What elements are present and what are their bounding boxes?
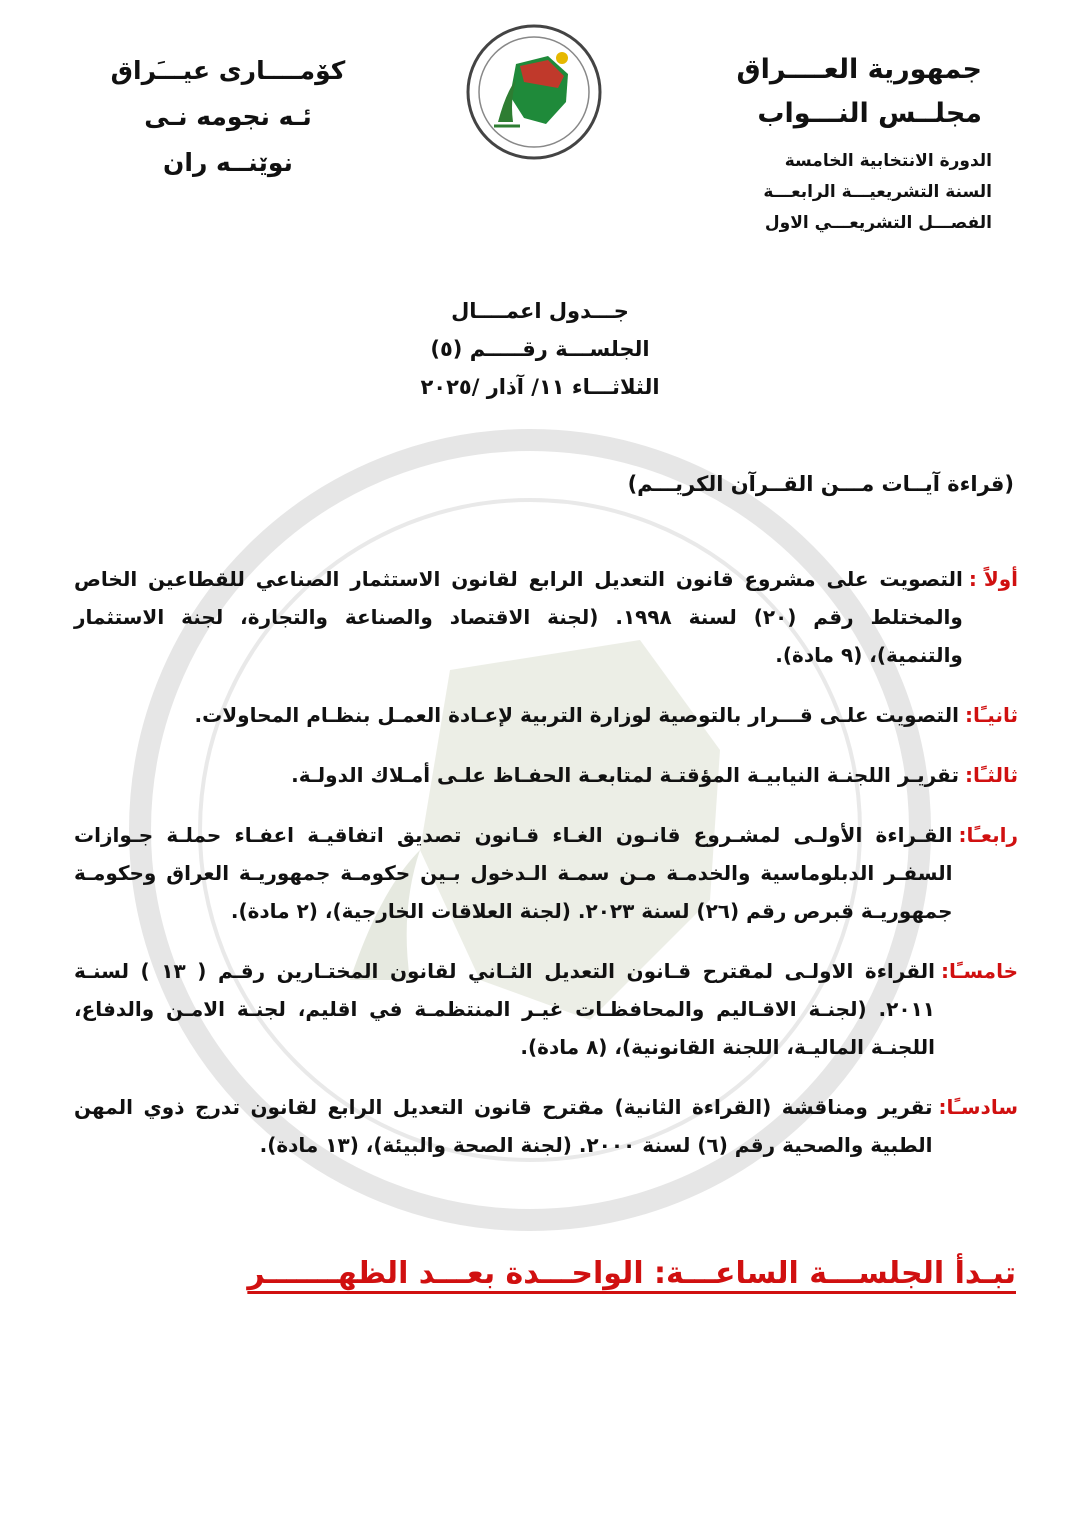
agenda-list xyxy=(74,560,1018,1186)
item-text: التصويت علـى قـــرار بالتوصية لوزارة التربية لإعـادة العمـل بنظـام المحاولات. xyxy=(194,703,959,727)
agenda-item xyxy=(74,756,1018,794)
agenda-item xyxy=(74,1088,1018,1164)
session-start-time: تبـدأ الجلســـة الساعـــة: الواحـــدة بعـــد الظهـــــــر xyxy=(247,1256,1016,1291)
session-info xyxy=(732,146,992,239)
agenda-item xyxy=(74,696,1018,734)
agenda-title: جـــدول اعمــــال xyxy=(451,299,629,323)
legislative-term: الفصـــل التشريعـــي الاول xyxy=(764,213,992,233)
agenda-item xyxy=(74,952,1018,1066)
item-text: القـراءة الأولـى لمشـروع قانـون الغـاء قـانون تصديق اتفاقيـة اعفـاء حملـة جـوازات السفـر الدبلوماسية والخدمـة مـن سمـة الـدخول بـين حكومـة جمهوريـة العراق وحكومـة جمهوريـة قبرص رقم (٢٦) لسنة ٢٠٢٣. (لجنة العلاقات الخارجية)، (٢ مادة). xyxy=(74,823,953,923)
kurdish-council: ئـه نجومه نـى نوێنــه ران xyxy=(144,102,312,177)
item-label: ثالثـًا: xyxy=(964,763,1018,787)
item-label: سادسـًا: xyxy=(938,1095,1018,1119)
item-label: ثانيـًا: xyxy=(964,703,1018,727)
council-name: مجلــس النـــواب xyxy=(757,98,982,129)
item-text: القراءة الاولـى لمقترح قـانون التعديل الثـاني لقانون المختـارين رقـم ( ١٣ ) لسنـة ٢٠١١. (لجنـة الاقـاليم والمحافظـات غيـر المنتظمـة في اقليم، لجنـة الامـن والدفاع، اللجنـة الماليـة، اللجنة القانونية)، (٨ مادة). xyxy=(74,959,935,1059)
item-text: التصويت على مشروع قانون التعديل الرابع لقانون الاستثمار الصناعي للقطاعين الخاص والمختلط رقم (٢٠) لسنة ١٩٩٨. (لجنة الاقتصاد والصناعة والتجارة، لجنة الاستثمار والتنمية)، (٩ مادة). xyxy=(74,567,963,667)
header-arabic xyxy=(702,48,982,136)
item-label: خامسـًا: xyxy=(940,959,1018,983)
item-label: أولاً : xyxy=(968,567,1018,591)
country-name: جمهورية العــــراق xyxy=(736,54,982,85)
item-text: تقرير ومناقشة (القراءة الثانية) مقترح قانون التعديل الرابع لقانون تدرج ذوي المهن الطبية والصحية رقم (٦) لسنة ٢٠٠٠. (لجنة الصحة والبيئة)، (١٣ مادة). xyxy=(74,1095,933,1157)
session-cycle: الدورة الانتخابية الخامسة xyxy=(784,151,992,171)
parliament-emblem-icon xyxy=(464,22,604,162)
quran-reading: (قراءة آيــات مـــن القــرآن الكريـــم) xyxy=(627,472,1014,496)
item-label: رابعـًا: xyxy=(958,823,1018,847)
agenda-item xyxy=(74,816,1018,930)
item-text: تقريـر اللجنـة النيابيـة المؤقتـة لمتابعـة الحفـاظ علـى أمـلاك الدولـة. xyxy=(291,763,959,787)
session-date: الثلاثـــاء ١١/ آذار /٢٠٢٥ xyxy=(420,375,660,399)
session-number: الجلســـة رقـــــم (٥) xyxy=(430,337,650,361)
header-kurdish xyxy=(108,48,348,186)
agenda-titles xyxy=(0,292,1080,406)
legislative-year: السنة التشريعيـــة الرابعـــة xyxy=(763,182,992,202)
kurdish-country: كۆمــــارى عيـــَراق xyxy=(110,56,346,85)
agenda-item xyxy=(74,560,1018,674)
